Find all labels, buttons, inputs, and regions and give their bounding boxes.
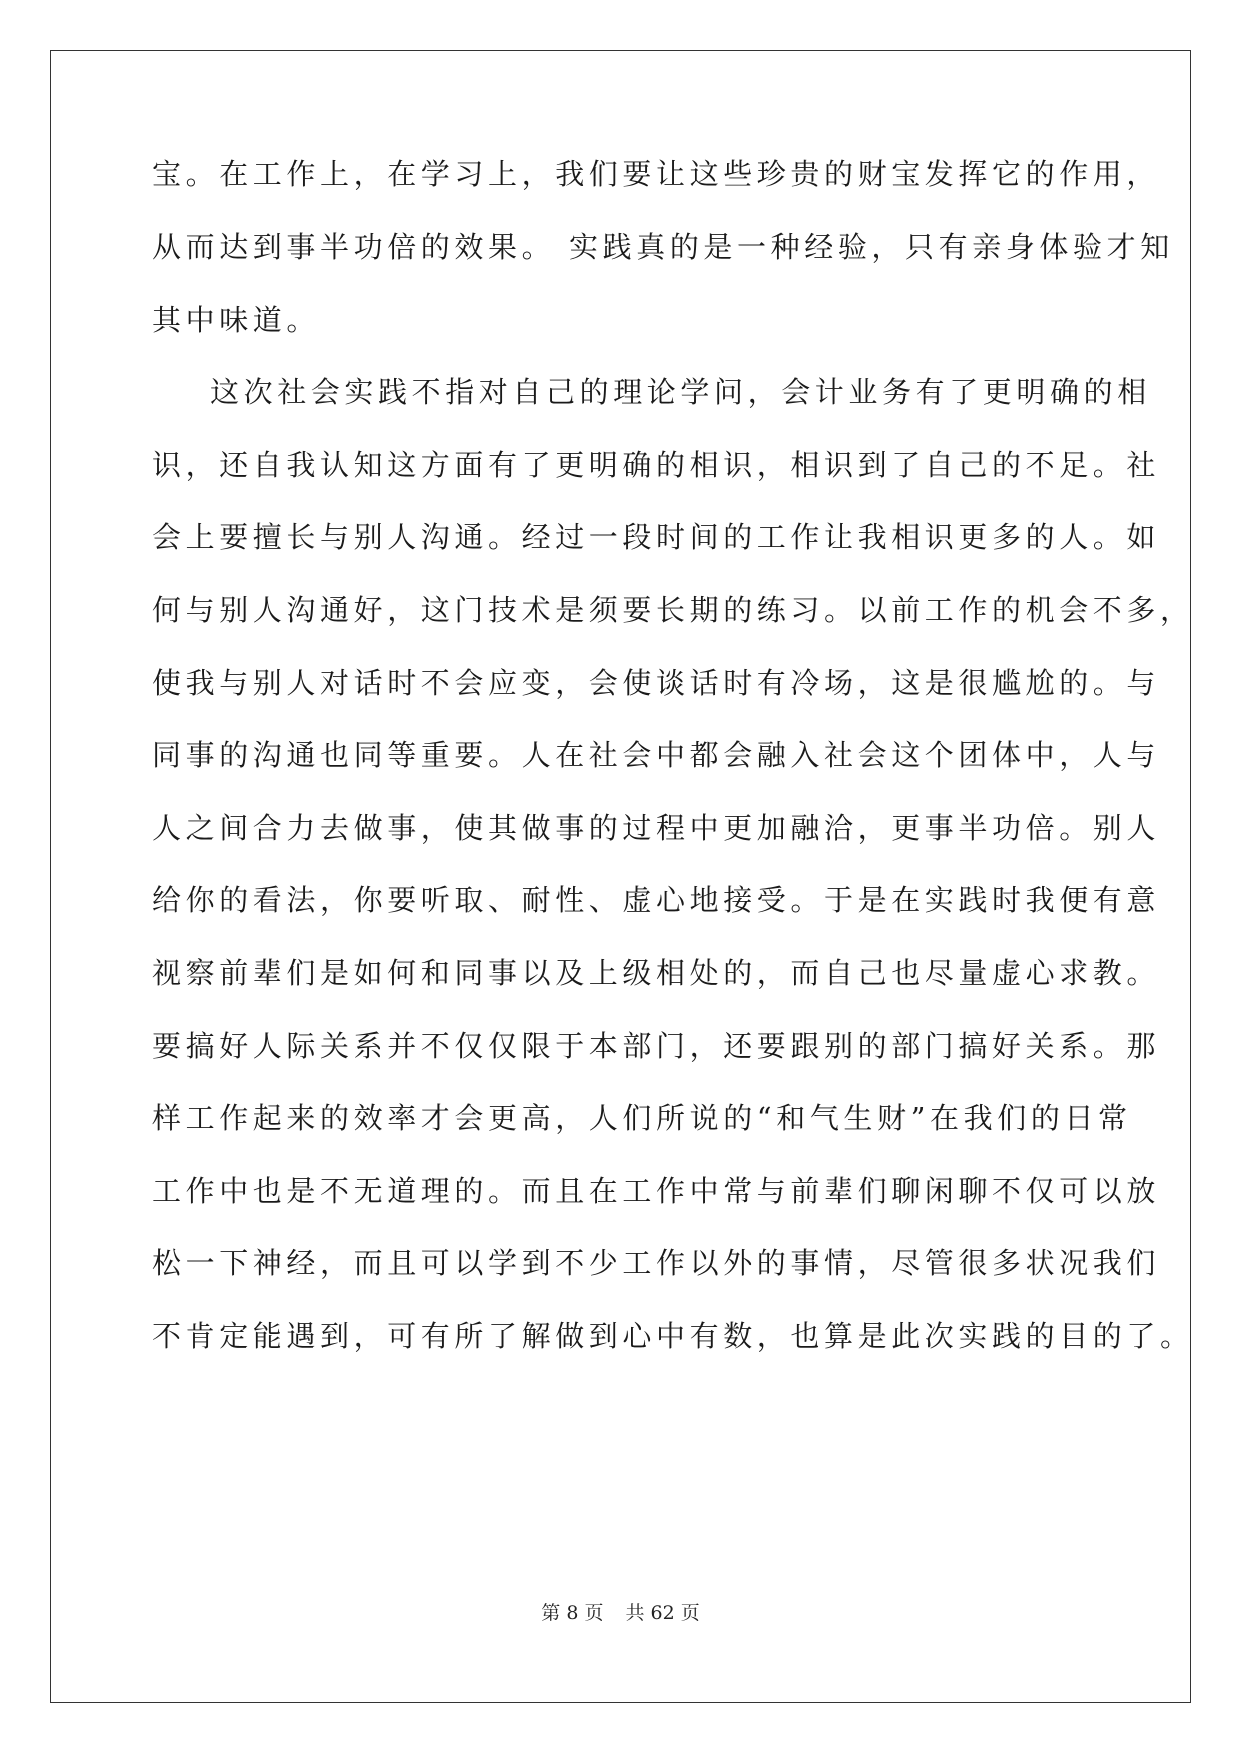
- body-text-line: 其中味道。: [152, 303, 321, 337]
- paragraph-first-line: 这次社会实践不指对自己的理论学问，会计业务有了更明确的相: [210, 375, 1151, 409]
- page-border: [50, 50, 1191, 1703]
- body-text-line: 识，还自我认知这方面有了更明确的相识，相识到了自己的不足。社: [152, 448, 1161, 482]
- body-text-line: 给你的看法，你要听取、耐性、虚心地接受。于是在实践时我便有意: [152, 883, 1161, 917]
- total-page-count: 共 62 页: [625, 1602, 700, 1624]
- body-text-line: 同事的沟通也同等重要。人在社会中都会融入社会这个团体中，人与: [152, 738, 1161, 772]
- body-text-line: 使我与别人对话时不会应变，会使谈话时有冷场，这是很尴尬的。与: [152, 666, 1161, 700]
- body-text-line: 松一下神经，而且可以学到不少工作以外的事情，尽管很多状况我们: [152, 1246, 1161, 1280]
- body-text-line: 会上要擅长与别人沟通。经过一段时间的工作让我相识更多的人。如: [152, 520, 1161, 554]
- body-text-line: 人之间合力去做事，使其做事的过程中更加融洽，更事半功倍。别人: [152, 811, 1161, 845]
- body-text-line: 宝。在工作上，在学习上，我们要让这些珍贵的财宝发挥它的作用，: [152, 157, 1161, 191]
- page-footer: [0, 1601, 1241, 1625]
- body-text-line: 视察前辈们是如何和同事以及上级相处的，而自己也尽量虚心求教。: [152, 956, 1161, 990]
- body-text-line: 从而达到事半功倍的效果。 实践真的是一种经验，只有亲身体验才知: [152, 230, 1174, 264]
- body-text-line: 工作中也是不无道理的。而且在工作中常与前辈们聊闲聊不仅可以放: [152, 1174, 1161, 1208]
- body-text-line: 何与别人沟通好，这门技术是须要长期的练习。以前工作的机会不多，: [152, 593, 1194, 627]
- body-text-line: 不肯定能遇到，可有所了解做到心中有数，也算是此次实践的目的了。: [152, 1319, 1194, 1353]
- current-page-number: 第 8 页: [541, 1602, 604, 1624]
- body-text-line: 样工作起来的效率才会更高，人们所说的“和气生财”在我们的日常: [152, 1101, 1132, 1135]
- body-text-line: 要搞好人际关系并不仅仅限于本部门，还要跟别的部门搞好关系。那: [152, 1029, 1161, 1063]
